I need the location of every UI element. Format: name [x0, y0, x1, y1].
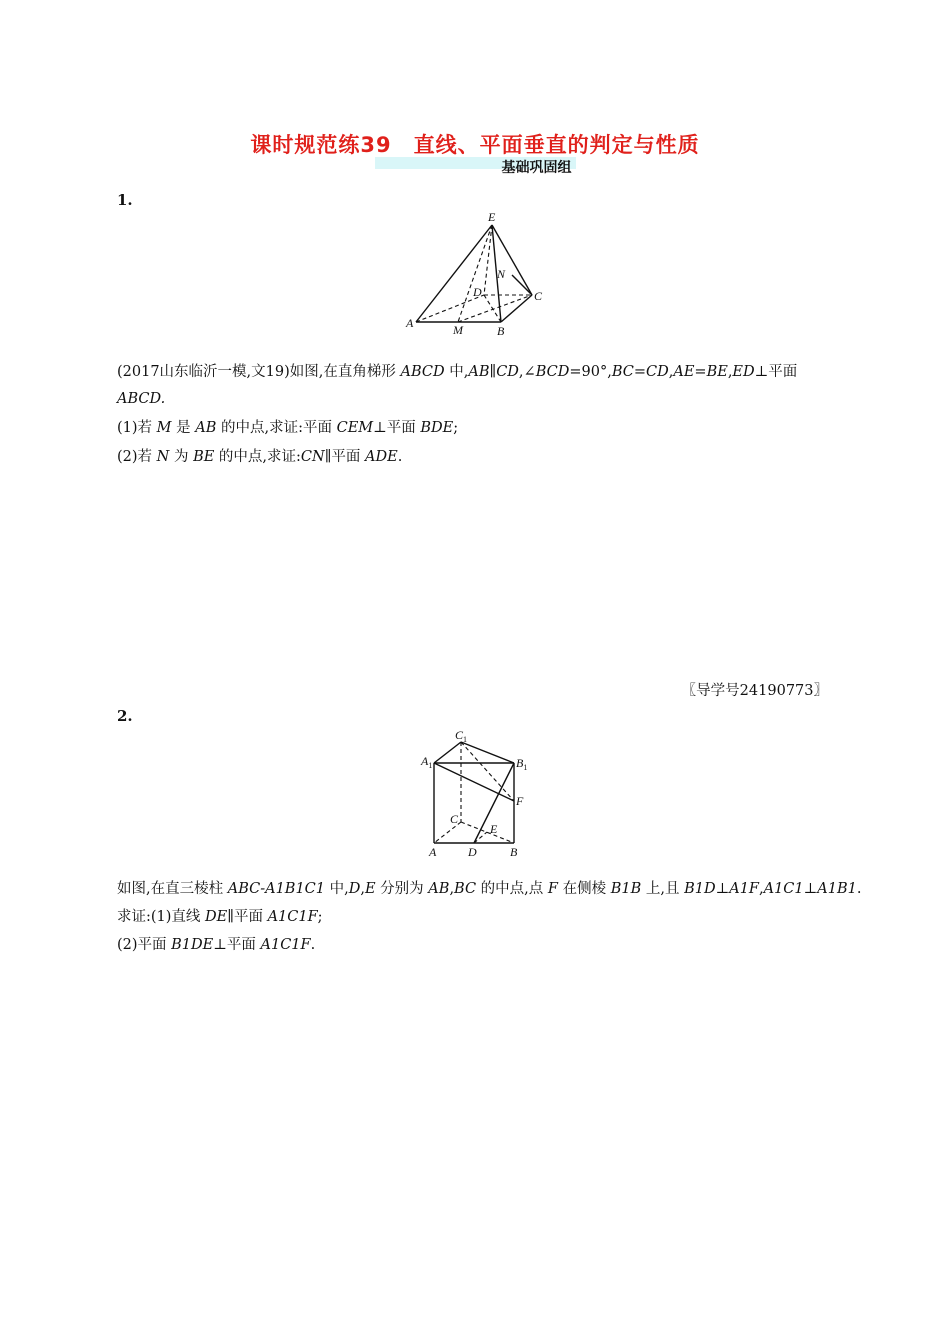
- section-subtitle: 基础巩固组: [501, 160, 572, 176]
- label-B: B: [510, 845, 518, 859]
- label-A1: $A_1$: [421, 754, 433, 770]
- label-D: D: [468, 845, 477, 859]
- label-C1: $C_1$: [455, 728, 468, 744]
- pyramid-figure: [400, 205, 550, 345]
- label-C: C: [450, 812, 459, 826]
- label-E: E: [488, 210, 496, 224]
- prism-figure: [415, 725, 540, 865]
- label-C: C: [534, 289, 543, 303]
- q2-text-line-2: 求证:(1)直线 DE∥平面 A1C1F;: [117, 909, 323, 925]
- q2-text-line-3: (2)平面 B1DE⊥平面 A1C1F.: [117, 937, 316, 953]
- label-F: F: [516, 794, 524, 808]
- label-D: D: [473, 285, 482, 299]
- label-A: A: [429, 845, 437, 859]
- page-title: 课时规范练39 直线、平面垂直的判定与性质: [250, 133, 700, 157]
- reference-number: 〖导学号24190773〗: [681, 683, 828, 699]
- label-A: A: [406, 316, 414, 330]
- label-N: N: [497, 267, 506, 281]
- q1-part-2: (2)若 N 为 BE 的中点,求证:CN∥平面 ADE.: [117, 449, 403, 465]
- q2-text-line-1: 如图,在直三棱柱 ABC-A1B1C1 中,D,E 分别为 AB,BC 的中点,点 F 在侧棱 B1B 上,且 B1D⊥A1F,A1C1⊥A1B1.: [117, 881, 862, 897]
- label-M: M: [453, 323, 463, 337]
- label-E: E: [490, 822, 498, 836]
- question-2-number: 2.: [117, 707, 133, 725]
- question-1-number: 1.: [117, 191, 133, 209]
- label-B: B: [497, 324, 505, 338]
- label-B1: $B_1$: [516, 756, 528, 772]
- q1-text-line-1: (2017山东临沂一模,文19)如图,在直角梯形 ABCD 中,AB∥CD,∠BCD=90°,BC=CD,AE=BE,ED⊥平面: [117, 364, 798, 380]
- q1-part-1: (1)若 M 是 AB 的中点,求证:平面 CEM⊥平面 BDE;: [117, 420, 459, 436]
- q1-text-line-2: ABCD.: [117, 391, 166, 407]
